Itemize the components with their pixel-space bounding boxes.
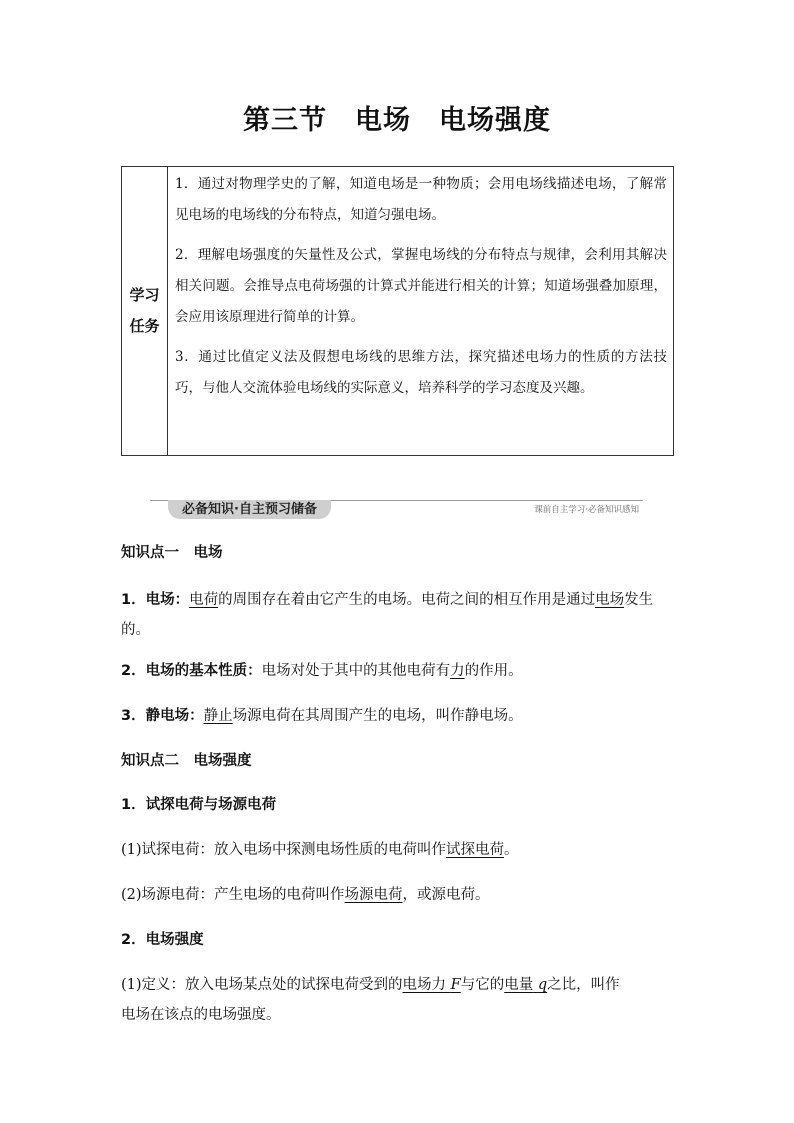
task-item: 3．通过比值定义法及假想电场线的思维方法，探究描述电场力的性质的方法技巧，与他人交流体验电场线的实际意义，培养科学的学习态度及兴趣。	[175, 349, 667, 396]
symbol-q: q	[537, 977, 548, 993]
blank-answer: 电荷	[189, 592, 219, 608]
blank-answer: 静止	[203, 708, 233, 724]
task-label-line2: 任务	[129, 317, 160, 335]
banner-right-text: 课前自主学习·必备知识感知	[534, 505, 639, 515]
banner-label: 必备知识·自主预习储备	[168, 500, 331, 519]
blank-answer-text: 电场力	[402, 977, 447, 993]
task-body	[168, 167, 673, 455]
page-title: 第三节 电场 电场强度	[243, 105, 551, 136]
blank-answer: 力	[450, 663, 465, 679]
section2-subheading-2: 2．电场强度	[121, 932, 204, 948]
text: (1)试探电荷：放入电场中探测电场性质的电荷叫作	[121, 842, 447, 858]
blank-answer-text: 电量	[504, 977, 534, 993]
blank-answer: 试探电荷	[446, 842, 505, 858]
text: 与它的	[460, 977, 505, 993]
section1-paragraph-3	[121, 704, 676, 728]
section2-item-1	[121, 838, 676, 862]
text: 。	[504, 842, 519, 858]
term-label: 3．静电场：	[121, 708, 204, 724]
section2-item-2	[121, 883, 676, 907]
text: 场源电荷在其周围产生的电场，叫作静电场。	[232, 708, 523, 724]
text: 电场在该点的电场强度。	[121, 1007, 281, 1023]
task-label-line1: 学习	[129, 286, 160, 304]
text: ，或源电荷。	[402, 887, 490, 903]
section2-item-3	[121, 970, 676, 1030]
text: 之比，叫作	[547, 977, 620, 993]
text: 的周围存在着由它产生的电场。电荷之间的相互作用是通过	[218, 592, 596, 608]
term-label: 1．电场：	[121, 592, 190, 608]
section2-subheading-1: 1．试探电荷与场源电荷	[121, 797, 277, 813]
term-label: 2．电场的基本性质：	[121, 663, 262, 679]
section2-heading: 知识点二 电场强度	[121, 753, 252, 769]
task-item: 2．理解电场强度的矢量性及公式，掌握电场线的分布特点与规律，会利用其解决相关问题。会推导点电荷场强的计算式并能进行相关的计算；知道场强叠加原理，会应用该原理进行简单的计算。	[175, 247, 667, 325]
text: 的作用。	[464, 663, 523, 679]
text: 电场对处于其中的其他电荷有	[261, 663, 451, 679]
section1-paragraph-1	[121, 585, 676, 645]
task-label	[122, 167, 168, 455]
section1-paragraph-2	[121, 659, 676, 683]
text: 发生的。	[121, 592, 654, 638]
section1-heading: 知识点一 电场	[121, 545, 223, 561]
symbol-f: F	[450, 977, 461, 993]
blank-answer: 场源电荷	[344, 887, 403, 903]
blank-answer	[504, 977, 547, 993]
text: (2)场源电荷：产生电场的电荷叫作	[121, 887, 345, 903]
text: (1)定义：放入电场某点处的试探电荷受到的	[121, 977, 403, 993]
blank-answer	[403, 977, 461, 993]
task-item: 1．通过对物理学史的了解，知道电场是一种物质；会用电场线描述电场，了解常见电场的电场线的分布特点，知道匀强电场。	[175, 176, 667, 223]
section-banner	[150, 497, 643, 521]
learning-task-table	[121, 166, 674, 456]
blank-answer: 电场	[595, 592, 625, 608]
